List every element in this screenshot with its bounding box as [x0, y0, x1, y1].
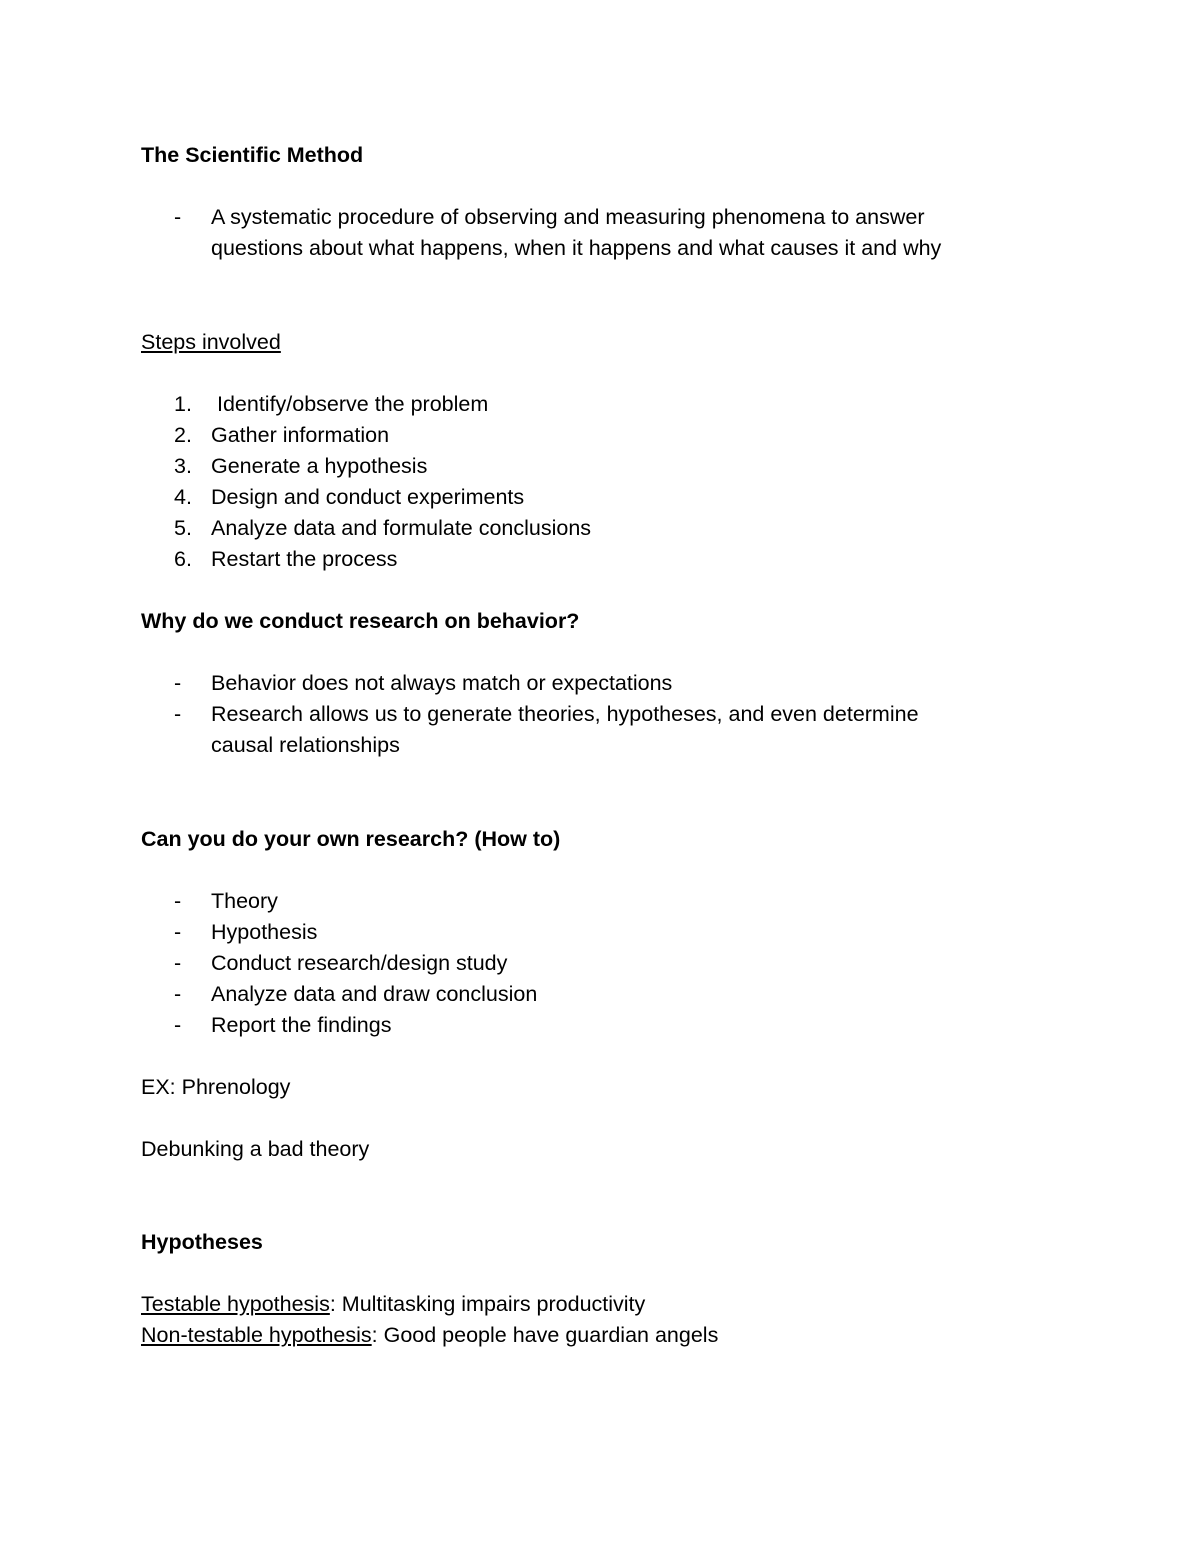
own-item: Hypothesis [211, 920, 318, 944]
own-item: Report the findings [211, 1013, 392, 1037]
bullet-marker: - [174, 889, 182, 913]
bullet-marker: - [174, 951, 182, 975]
step-number: 6. [174, 547, 192, 571]
why-item-1: Behavior does not always match or expectations [211, 671, 673, 695]
step-text: Restart the process [211, 547, 398, 571]
page-title: The Scientific Method [141, 143, 364, 167]
bullet-marker: - [174, 205, 182, 229]
why-item-2-line-1: Research allows us to generate theories, hypotheses, and even determine [211, 702, 919, 726]
bullet-marker: - [174, 671, 182, 695]
testable-label: Testable hypothesis [141, 1292, 330, 1316]
why-heading: Why do we conduct research on behavior? [141, 609, 580, 633]
nontestable-hypothesis-line [141, 1320, 718, 1351]
step-text: Identify/observe the problem [211, 392, 489, 416]
step-number: 3. [174, 454, 192, 478]
step-number: 4. [174, 485, 192, 509]
nontestable-text: : Good people have guardian angels [371, 1323, 719, 1347]
why-item-2-line-2: causal relationships [211, 733, 400, 757]
step-text: Design and conduct experiments [211, 485, 525, 509]
bullet-marker: - [174, 920, 182, 944]
hypotheses-heading: Hypotheses [141, 1230, 263, 1254]
testable-text: : Multitasking impairs productivity [329, 1292, 646, 1316]
steps-heading: Steps involved [141, 330, 281, 354]
own-item: Analyze data and draw conclusion [211, 982, 538, 1006]
step-number: 1. [174, 392, 192, 416]
own-research-heading: Can you do your own research? (How to) [141, 827, 561, 851]
step-text: Gather information [211, 423, 390, 447]
own-item: Conduct research/design study [211, 951, 508, 975]
nontestable-label: Non-testable hypothesis [141, 1323, 372, 1347]
debunk-line: Debunking a bad theory [141, 1137, 370, 1161]
bullet-marker: - [174, 982, 182, 1006]
definition-line-2: questions about what happens, when it happens and what causes it and why [211, 236, 942, 260]
step-number: 5. [174, 516, 192, 540]
bullet-marker: - [174, 1013, 182, 1037]
definition-line-1: A systematic procedure of observing and measuring phenomena to answer [211, 205, 925, 229]
step-text: Analyze data and formulate conclusions [211, 516, 592, 540]
step-text: Generate a hypothesis [211, 454, 428, 478]
bullet-marker: - [174, 702, 182, 726]
step-number: 2. [174, 423, 192, 447]
testable-hypothesis-line [141, 1289, 645, 1320]
example-line: EX: Phrenology [141, 1075, 291, 1099]
own-item: Theory [211, 889, 278, 913]
